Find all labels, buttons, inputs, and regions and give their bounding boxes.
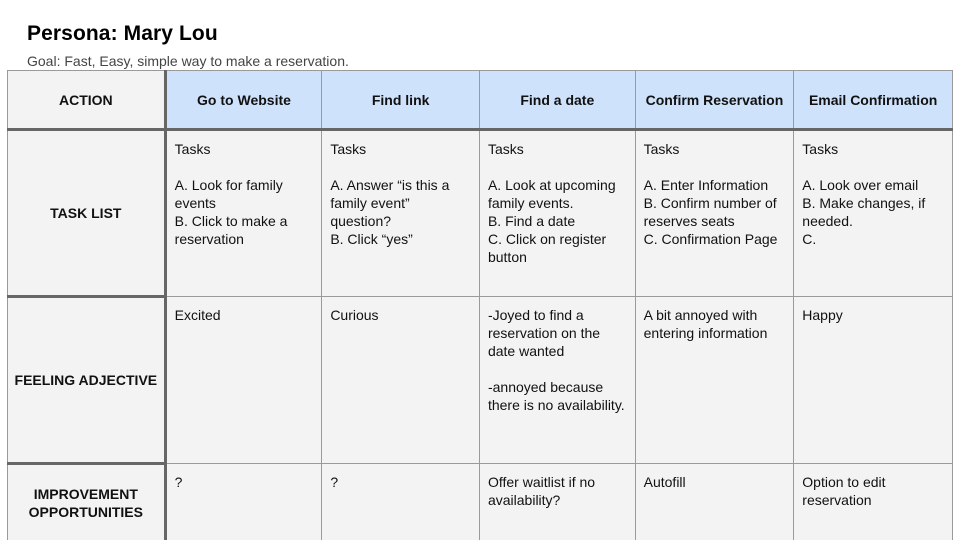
- line-gap: [330, 158, 471, 176]
- feeling-cell: [322, 297, 480, 464]
- cell-line: Happy: [802, 307, 843, 323]
- feeling-cell: [635, 297, 794, 464]
- cell-line: A. Answer “is this a family event” question?: [330, 177, 450, 229]
- cell-line: B. Click “yes”: [330, 231, 413, 247]
- improvement-cell: [635, 464, 794, 540]
- task-cell: [635, 130, 794, 297]
- cell-line: Option to edit reservation: [802, 474, 886, 508]
- improvement-cell: [479, 464, 635, 540]
- cell-line: ?: [174, 474, 183, 490]
- cell-line: Autofill: [643, 474, 686, 490]
- feeling-cell: [794, 297, 953, 464]
- cell-line: B. Make changes, if needed.: [802, 195, 926, 229]
- improvement-row: [8, 464, 953, 540]
- cell-line: -annoyed because there is no availability.: [487, 379, 625, 413]
- page-subtitle: Goal: Fast, Easy, simple way to make a reservation.: [27, 53, 349, 69]
- cell-line: Tasks: [487, 141, 524, 157]
- cell-line: Excited: [174, 307, 221, 323]
- line-gap: [488, 158, 627, 176]
- cell-line: C.: [802, 231, 817, 247]
- feeling-cell: [479, 297, 635, 464]
- cell-line: B. Confirm number of reserves seats: [643, 195, 777, 229]
- task-cell: [165, 130, 322, 297]
- line-gap: [488, 360, 627, 378]
- improvement-cell: [165, 464, 322, 540]
- line-gap: [644, 158, 786, 176]
- row-label-action: ACTION: [8, 71, 166, 130]
- stage-header: Go to Website: [165, 71, 322, 130]
- improvement-cell: [322, 464, 480, 540]
- cell-line: Tasks: [330, 141, 367, 157]
- feeling-cell: [165, 297, 322, 464]
- journey-map-table: [7, 70, 953, 540]
- cell-line: A. Look for family events: [174, 177, 283, 211]
- cell-line: B. Click to make a reservation: [174, 213, 288, 247]
- cell-line: A. Look over email: [802, 177, 919, 193]
- improvement-cell: [794, 464, 953, 540]
- line-gap: [802, 158, 944, 176]
- row-label-feeling: FEELING ADJECTIVE: [8, 297, 166, 464]
- row-label-task-list: TASK LIST: [8, 130, 166, 297]
- feeling-row: [8, 297, 953, 464]
- stage-header: Confirm Reservation: [635, 71, 794, 130]
- cell-line: Curious: [330, 307, 379, 323]
- cell-line: C. Click on register button: [487, 231, 607, 265]
- cell-line: A. Enter Information: [643, 177, 769, 193]
- cell-line: C. Confirmation Page: [643, 231, 778, 247]
- cell-line: ?: [330, 474, 339, 490]
- cell-line: B. Find a date: [487, 213, 576, 229]
- stage-header: Find a date: [479, 71, 635, 130]
- stage-header: Email Confirmation: [794, 71, 953, 130]
- cell-line: A bit annoyed with entering information: [643, 307, 768, 341]
- task-cell: [322, 130, 480, 297]
- cell-line: Offer waitlist if no availability?: [487, 474, 596, 508]
- cell-line: Tasks: [643, 141, 680, 157]
- cell-line: Tasks: [174, 141, 211, 157]
- action-row: [8, 71, 953, 130]
- task-cell: [794, 130, 953, 297]
- task-cell: [479, 130, 635, 297]
- row-label-improvement: IMPROVEMENT OPPORTUNITIES: [8, 464, 166, 540]
- cell-line: A. Look at upcoming family events.: [487, 177, 616, 211]
- stage-header: Find link: [322, 71, 480, 130]
- cell-line: -Joyed to find a reservation on the date wanted: [487, 307, 601, 359]
- task-list-row: [8, 130, 953, 297]
- page-title: Persona: Mary Lou: [27, 22, 218, 45]
- cell-line: Tasks: [802, 141, 839, 157]
- line-gap: [175, 158, 314, 176]
